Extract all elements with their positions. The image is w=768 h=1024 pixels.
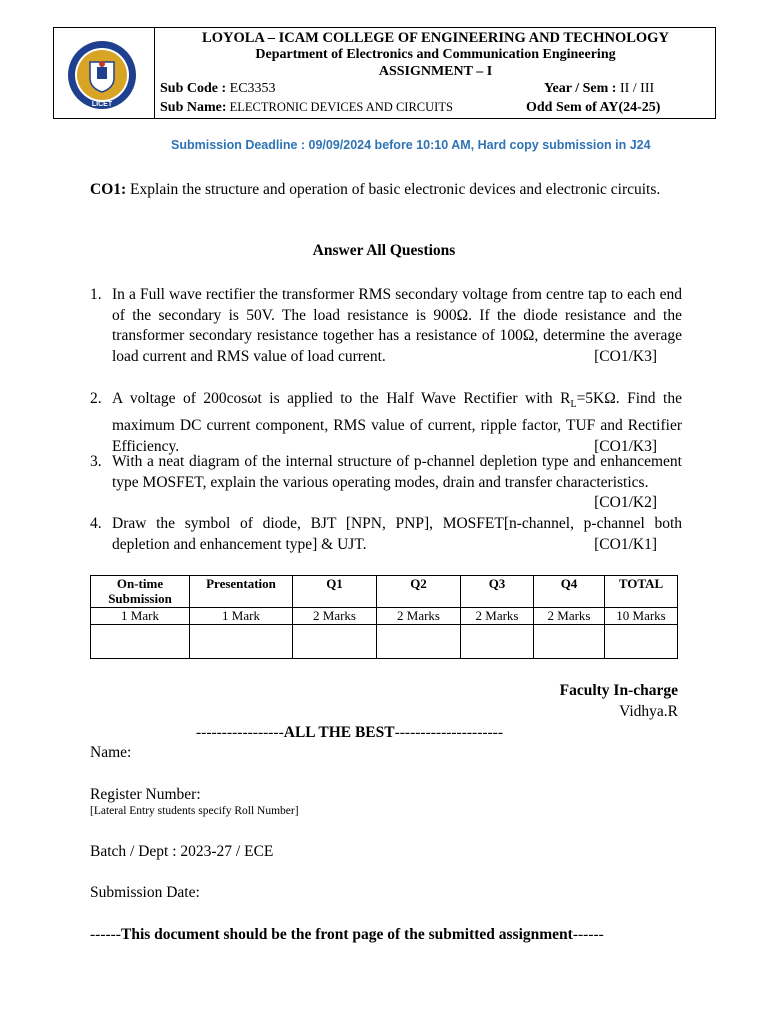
odd-sem: Odd Sem of AY(24-25)	[526, 100, 661, 115]
faculty-label: Faculty In-charge	[559, 682, 678, 699]
score-cell	[461, 625, 534, 659]
all-the-best: -----------------ALL THE BEST---------------------	[196, 724, 504, 741]
header-q4: Q4	[534, 576, 605, 608]
mark-q4: 2 Marks	[534, 608, 605, 625]
marks-value-row	[91, 608, 678, 625]
lateral-entry-note: [Lateral Entry students specify Roll Number]	[90, 805, 299, 817]
score-cell	[534, 625, 605, 659]
register-number-field: Register Number:	[90, 786, 201, 803]
mark-presentation: 1 Mark	[190, 608, 293, 625]
submission-date-field: Submission Date:	[90, 884, 200, 901]
header-q2: Q2	[377, 576, 461, 608]
question-3: 3. With a neat diagram of the internal structure of p-channel depletion type and enhancement type MOSFET, explain the various operating modes, drain and transfer characteristics. [CO1/K2]	[90, 453, 682, 512]
question-2: 2. A voltage of 200cosωt is applied to the Half Wave Rectifier with $R_L=5K\Omega$. Find the maximum DC current component, RMS value of current, ripple factor, TUF and Rectifier Efficiency. [CO1/K3]	[90, 390, 682, 455]
score-cell	[91, 625, 190, 659]
header-q1: Q1	[293, 576, 377, 608]
header-ontime: On-time Submission	[91, 576, 190, 608]
sub-name: Sub Name: ELECTRONIC DEVICES AND CIRCUITS	[160, 100, 453, 115]
mark-q3: 2 Marks	[461, 608, 534, 625]
score-entry-row	[91, 625, 678, 659]
college-logo	[67, 40, 137, 110]
mark-q1: 2 Marks	[293, 608, 377, 625]
header-total: TOTAL	[605, 576, 678, 608]
header-box	[53, 27, 716, 119]
answer-all-heading: Answer All Questions	[312, 242, 456, 259]
logo-cell	[54, 28, 155, 118]
mark-ontime: 1 Mark	[91, 608, 190, 625]
question-1: 1. In a Full wave rectifier the transformer RMS secondary voltage from centre tap to each end of the secondary is 50V. The load resistance is 900Ω. If the diode resistance and the transformer secondary resistance together has a resistance of 100Ω, determine the average load current and RMS value of load current. [CO1/K3]	[90, 286, 682, 366]
college-name: LOYOLA – ICAM COLLEGE OF ENGINEERING AND TECHNOLOGY	[202, 30, 669, 46]
submission-deadline: Submission Deadline : 09/09/2024 before 10:10 AM, Hard copy submission in J24	[171, 138, 651, 152]
department-name: Department of Electronics and Communication Engineering	[255, 47, 616, 62]
marks-table	[90, 575, 678, 659]
assignment-title: ASSIGNMENT – I	[378, 64, 493, 79]
score-cell	[293, 625, 377, 659]
header-q3: Q3	[461, 576, 534, 608]
batch-dept-field: Batch / Dept : 2023-27 / ECE	[90, 843, 274, 860]
score-cell	[190, 625, 293, 659]
front-page-note: ------This document should be the front page of the submitted assignment------	[90, 926, 604, 943]
score-cell	[377, 625, 461, 659]
faculty-name: Vidhya.R	[619, 703, 678, 720]
marks-header-row	[91, 576, 678, 608]
mark-q2: 2 Marks	[377, 608, 461, 625]
year-sem: Year / Sem : II / III	[544, 81, 655, 96]
name-field: Name:	[90, 744, 132, 761]
mark-total: 10 Marks	[605, 608, 678, 625]
header-presentation: Presentation	[190, 576, 293, 608]
score-cell	[605, 625, 678, 659]
course-outcome: CO1: Explain the structure and operation of basic electronic devices and electronic circuits.	[90, 181, 661, 198]
svg-text:LICET: LICET	[91, 101, 113, 108]
question-4: 4. Draw the symbol of diode, BJT [NPN, PNP], MOSFET[n-channel, p-channel both depletion and enhancement type] & UJT. [CO1/K1]	[90, 515, 682, 553]
sub-code: Sub Code : EC3353	[160, 81, 276, 96]
